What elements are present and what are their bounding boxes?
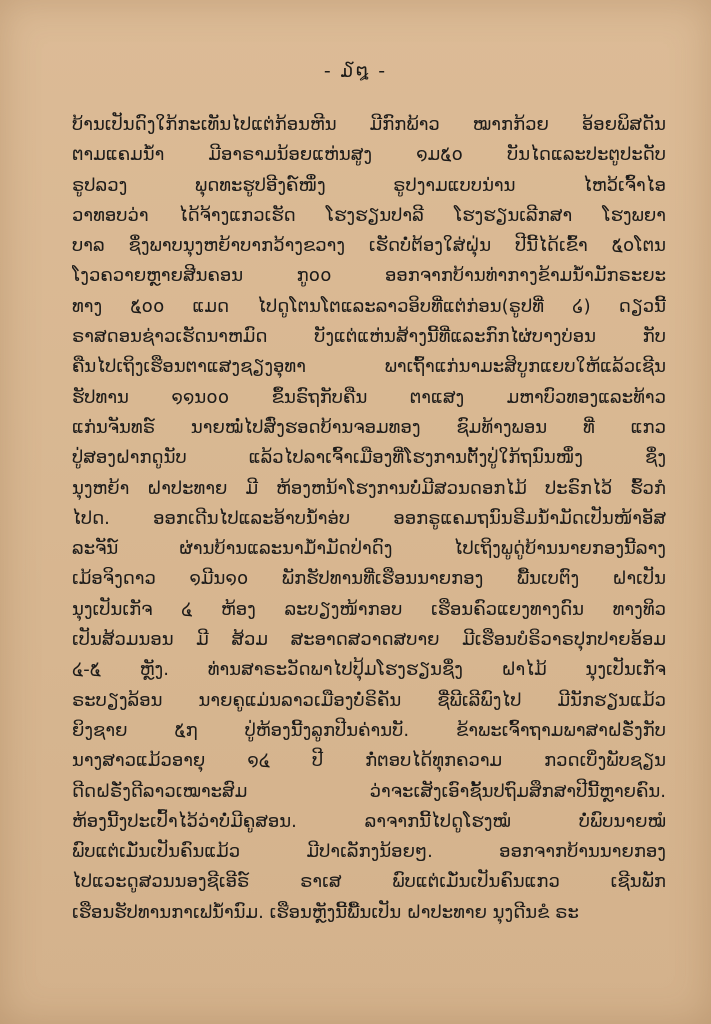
text-line: ນຸງເປັນເກັຈ ໔ ຫ້ອງ ລະບຽງໜ້າກອບ ເຮືອນຄົວແຍງທາງດົນ ທາງທິວ <box>72 598 666 620</box>
text-line: ຮັປທານ ໑໑ນ໐໐ ຂຶ້ນຣົຖກັບຄືນ ຕາແສງ ມຫາບົວທອງແລະທ້າວ <box>72 386 666 408</box>
text-line: ນຸງຫຍ້າ ຝາປະທາຍ ມີ ຫ້ອງຫນ້າໂຮງການບໍ່ມີສວນດອກໄມ້ ປະຣົກໄວ້ ຮົ້ວກໍ <box>72 477 666 499</box>
text-line: ປູ່ສອງຝາກດູນັບ ແລ້ວໄປລາເຈົ້າເມືອງທີ່ໂຮງການຕັ້ງປູ່ໃກ້ຖນົນໜຶ່ງ ຊຶ່ງ <box>72 447 666 469</box>
text-line: ເປັນສ້ວມນອນ ມີ ສ້ວມ ສະອາດສວາດສບາຍ ມີເຮືອນບໍຣິວາຣປຸກປາຍອ້ອມ <box>72 629 666 651</box>
text-line: ບ້ານເປັນດົງໃກ້ກະເທັນໄປແຕ່ກ້ອນຫີນ ມີກົກພ້າວ ໝາກກ້ວຍ ອ້ອຍພິສດັນ <box>72 114 666 135</box>
text-line: ລະຈັນ໌ ຜ່ານບ້ານແລະນາມ້ຳມັດປ່າດົງ ໄປເຖິງພູດູ່ບ້ານນາຍກອງນີ້ລາງ <box>72 538 666 560</box>
text-line: ເມ້ອຈິງດາວ ໑ມີນ໑໐ ພັກຮັປທານທີ່ເຮືອນນາຍກອງ ພື້ນເບຕົງ ຝາເປັນ <box>72 568 666 590</box>
text-line: ໂງວຄວາຍຫຼາຍສີນຄອນ ກູ໐໐ ອອກຈາກບ້ານທ່າກາງຂ້າມນ້ຳມັກຣະຍະ <box>72 265 666 287</box>
text-line: ຣະບຽງລ້ອນ ນາຍຄູແມ່ນລາວເມືອງບໍ່ຣິຄັນ ຊື່ພີເລີພົງໄປ ມີນັກຮຽນແມ້ວ <box>72 689 666 711</box>
text-line: ຕາມແຄມນ້ຳ ມີອາຣາມນ້ອຍແຫ່ນສູງ ໑ມ໕໐ ບັນໄດແລະປະຕູປະດັບ <box>72 144 666 166</box>
text-line: ຍິງຊາຍ ໕໗ ປູ່ຫ້ອງນີ້ງລູກປີນຄ່ານບັ. ຂ້າພະເຈົ້າຖາມພາສາຝຣັ່ງກັບ <box>72 719 666 741</box>
text-line: ນາງສາວແມ້ວອາຍຸ ໑໔ ປີ ກໍ່ຕອບໄດ້ທຸກຄວາມ ກວດເບິ່ງພັບຊຽນ <box>72 750 666 772</box>
text-line: ທາງ ໕໐໐ ແມດ ໄປດູໂຕນໂຕແລະລາວອິບທີ່ແຕ່ກ່ອນ(ຣູປທີ່ ໒) ດຽວນີ້ <box>72 295 666 317</box>
text-line: ໄປແວະດູສວນນອງຊີເອີຣ໌ ຣາເສ ພົບແຕ່ເມັ່ນເປັນຄົນແກວ ເຊີນພັກ <box>72 871 666 893</box>
text-line: ວາທອບວ່າ ໄດ້ຈ້າງແກວເຮັດ ໂຮງຮຽນປາລີ ໂຮງຮຽນເລີກສາ ໂຮງພຍາ <box>72 204 666 226</box>
text-line: ຫ້ອງນີ້ງປະເປົ້າໄວ້ວ່າບໍ່ມີຄູສອນ. ລາຈາກນີ້ໄປດູໂຮງໝໍ ບໍ່ພົບນາຍໝໍ <box>72 810 666 832</box>
text-line: ຣູປລວງ ພຸດທະຮູປອີງຄ໌ໜຶ່ງ ຣູປງາມແບບນ່ານ ໄຫວ້ເຈົ້າໄອ <box>72 174 666 196</box>
text-line: ພົບແຕ່ເມັ່ນເປັນຄົນແມ້ວ ມີປາເລັກງນ້ອຍໆ. ອອກຈາກບ້ານນາຍກອງ <box>72 841 666 863</box>
text-line: ເຮືອນຮັປທານກາເຟນ້ຳນົມ. ເຮືອນຫຼັງນີ້ພື້ນເປັນ ຝາປະທາຍ ນຸງດີນຂໍ ຣະ <box>72 901 579 923</box>
text-line: ຄືນໄປເຖິງເຮືອນຕາແສງຊຽງອຸທາ ພາເຖົ້າແກ່ນາມະສິບູກແຍບໃຫ້ແລ້ວເຊີນ <box>72 356 666 378</box>
text-line: ໄປດ. ອອກເດີນໄປແລະອ້າບນ້ຳອ່ບ ອອກຣູແຄມຖນົນຣີມນ້ຳມັດເປັນໜ້າອັສ <box>72 507 666 529</box>
text-line: ໔-໕ ຫຼັງ. ທ່ານສາຣະວັດພາໄປປຸ້ມໂຮງຮຽນຊຶ່ງ ຝາໄມ້ ນຸງເປັນເກັຈ <box>72 659 666 681</box>
text-line: ບາລ ຊຶ່ງພາບນຸງຫຍ້າບາກວ້າງຂວາງ ເຮັດບໍ່ຕ້ອງໃສ່ຝຸ່ນ ປີນີ້ໄດ້ເຂົ້າ ໕໐ໂຕນ <box>72 235 666 257</box>
text-line: ດີດຝຣັ່ງດີລາວເໝາະສົມ ວ່າຈະເສັງເອົາຊັ້ນປຖົມສຶກສາປີນີ້ຫຼາຍຄົນ. <box>72 780 666 802</box>
text-line: ຣາສດອນຊ່າວເຮັດນາຫມົດ ບັງແຕ່ແຫ່ນສ້າງນີ້ທີ່ແລະກົກໄຜ່ບາງບ່ອນ ກັບ <box>72 326 666 348</box>
text-line: ແກ່ນຈັນທຣ໌ ນາຍໝໍ່ໄປສົ່ງຮອດບ້ານຈອມທອງ ຊົມທ້າງພອນ ທີ່ ແກວ <box>72 416 666 438</box>
body-text <box>72 110 666 928</box>
page-number: - ໓໘ - <box>323 60 388 82</box>
